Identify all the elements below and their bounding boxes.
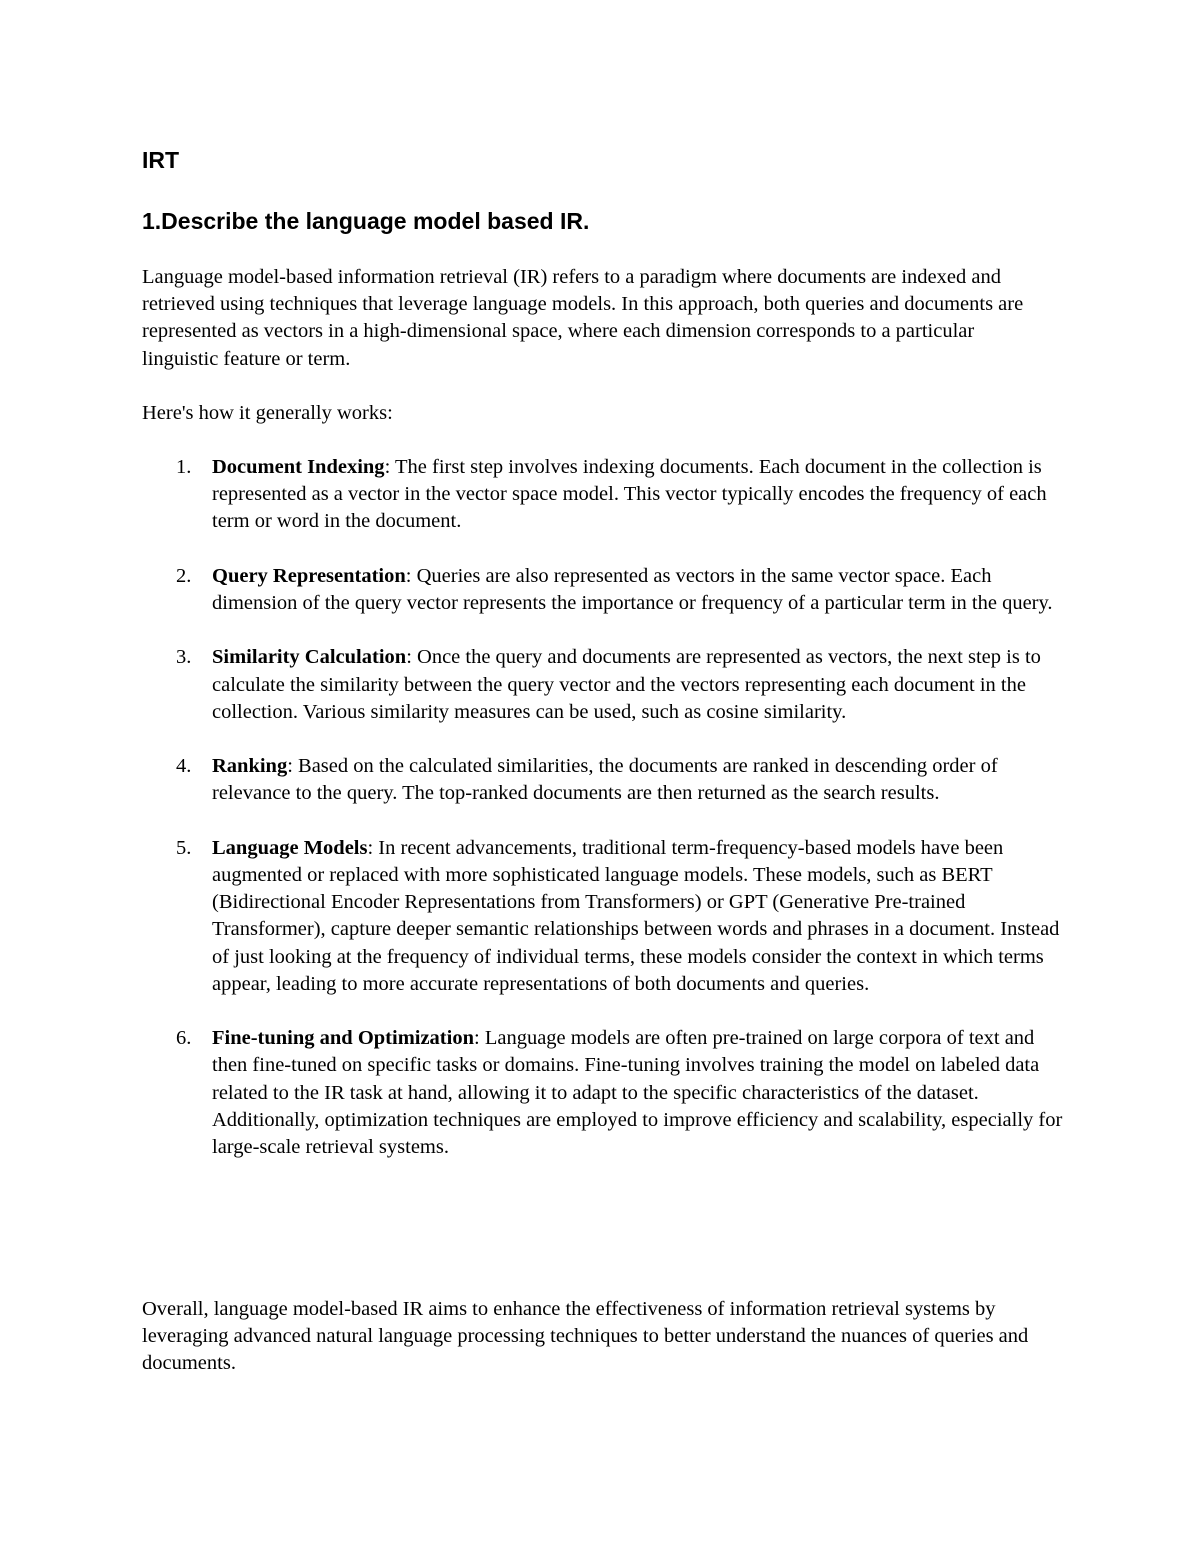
list-item	[142, 563, 1072, 617]
list-item	[142, 753, 1072, 807]
list-item-text: : Queries are also represented as vectors in the same vector space. Each dimension of the query vector represents the importance or frequency of a particular term in the query.	[212, 564, 1053, 614]
list-item-number: 6.	[176, 1027, 192, 1050]
list-item-term: Document Indexing	[212, 456, 385, 478]
document-title: IRT	[142, 147, 180, 173]
list-item-term: Similarity Calculation	[212, 646, 407, 669]
list-item	[142, 835, 1072, 998]
list-item-number: 1.	[176, 456, 192, 478]
list-item-text: : Language models are often pre-trained on large corpora of text and then fine-tuned on specific tasks or domains. Fine-tuning involves training the model on labeled data related to the IR task at hand, allowing it to adapt to the specific characteristics of the dataset. Additionally, optimization techniques are employed to improve efficiency and scalability, especially for large-scale retrieval systems.	[212, 1027, 1063, 1158]
list-item-text: : The first step involves indexing documents. Each document in the collection is represented as a vector in the vector space model. This vector typically encodes the frequency of each term or word in the document.	[212, 456, 1047, 533]
list-item-number: 5.	[176, 836, 192, 859]
list-item-term: Fine-tuning and Optimization	[212, 1027, 474, 1050]
list-item-number: 2.	[176, 564, 192, 587]
list-item-term: Ranking	[212, 755, 288, 778]
list-item-text: : Once the query and documents are represented as vectors, the next step is to calculate the similarity between the query vector and the vectors representing each document in the collection. Various similarity measures can be used, such as cosine similarity.	[212, 646, 1041, 723]
steps-list	[142, 454, 1072, 1188]
list-item-term: Language Models	[212, 836, 368, 859]
conclusion-paragraph: Overall, language model-based IR aims to enhance the effectiveness of information retrieval systems by leveraging advanced natural language processing techniques to better understand the nuances of queries and documents.	[142, 1298, 1029, 1375]
lead-sentence: Here's how it generally works:	[142, 402, 393, 424]
list-item-text: : In recent advancements, traditional term-frequency-based models have been augmented or replaced with more sophisticated language models. These models, such as BERT (Bidirectional Encoder Representations from Transformers) or GPT (Generative Pre-trained Transformer), capture deeper semantic relationships between words and phrases in a document. Instead of just looking at the frequency of individual terms, these models consider the context in which terms appear, leading to more accurate representations of both documents and queries.	[212, 836, 1060, 995]
list-item-number: 3.	[176, 646, 192, 669]
list-item-number: 4.	[176, 755, 192, 778]
list-item	[142, 454, 1072, 536]
list-item-term: Query Representation	[212, 564, 406, 587]
list-item	[142, 1025, 1072, 1161]
question-heading: 1.Describe the language model based IR.	[142, 208, 590, 234]
list-item-text: : Based on the calculated similarities, the documents are ranked in descending order of relevance to the query. The top-ranked documents are then returned as the search results.	[212, 755, 998, 805]
list-item	[142, 644, 1072, 726]
intro-paragraph: Language model-based information retrieval (IR) refers to a paradigm where documents are indexed and retrieved using techniques that leverage language models. In this approach, both queries and documents are represented as vectors in a high-dimensional space, where each dimension corresponds to a particular linguistic feature or term.	[142, 266, 1024, 370]
